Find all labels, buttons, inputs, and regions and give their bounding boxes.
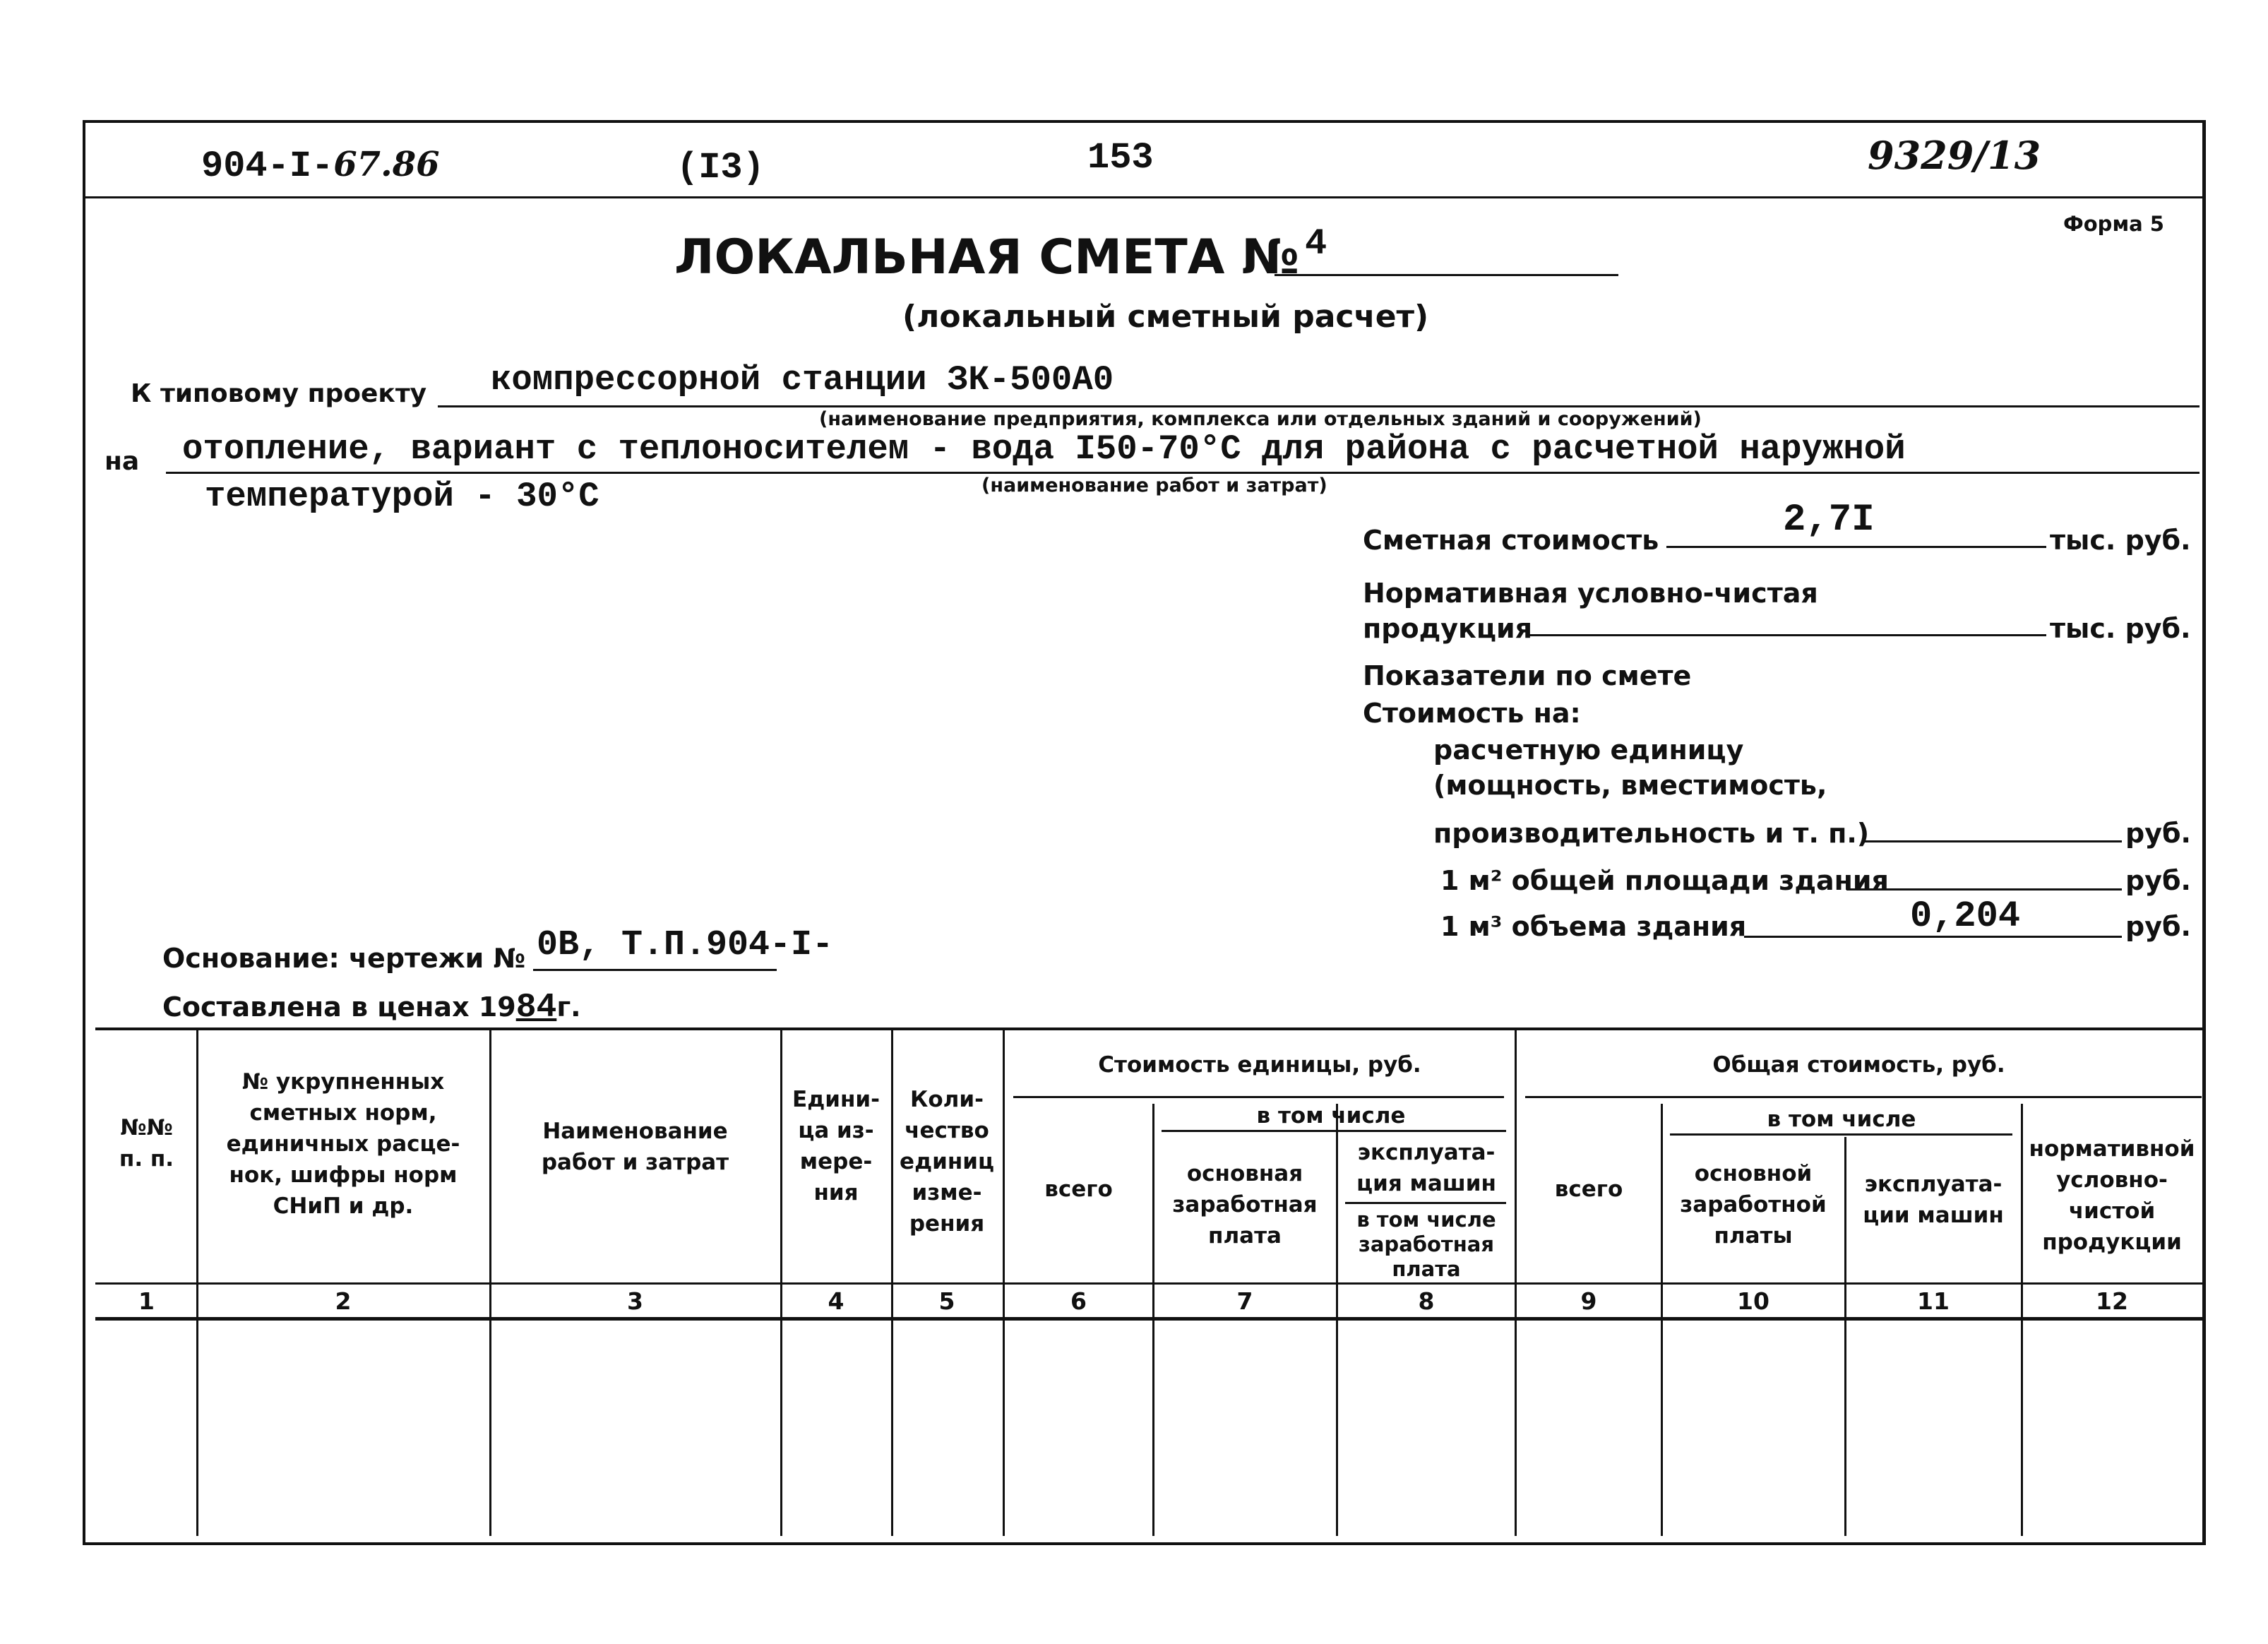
header-including-a: в том числе [1256, 1103, 1406, 1128]
numbers-bottom-rule [95, 1317, 2203, 1321]
works-line-1: отопление, вариант с теплоносителем - вода I50-70°С для района с расчетной наружной [182, 429, 1906, 469]
project-caption: (наименование предприятия, комплекса или отдельных зданий и сооружений) [819, 408, 1702, 430]
prices-label [162, 989, 581, 1027]
project-label: К типовому проекту [131, 379, 427, 408]
header-including-b: в том числе [1767, 1107, 1916, 1132]
col-divider [196, 1028, 198, 1536]
unit-line-2: (мощность, вместимость, [1433, 770, 1827, 801]
column-number: 3 [627, 1287, 643, 1315]
header-number: №№ п. п. [119, 1115, 174, 1172]
c8-split-rule [1345, 1202, 1506, 1204]
col-divider [1515, 1028, 1517, 1536]
works-caption: (наименование работ и затрат) [981, 475, 1327, 496]
header-unit-total: всего [1044, 1177, 1113, 1202]
page-number: 153 [1087, 137, 1154, 179]
document-subtitle: (локальный сметный расчет) [902, 299, 1429, 335]
column-number: 6 [1070, 1287, 1087, 1315]
column-number: 5 [938, 1287, 955, 1315]
column-number: 8 [1418, 1287, 1435, 1315]
total-cost-rule [1525, 1096, 2202, 1098]
estimate-number-line [1275, 274, 1618, 276]
header-quantity: Коли- чество единиц изме- рения [900, 1087, 994, 1237]
works-line-2: температурой - 30°С [205, 477, 599, 516]
net-product-line [1529, 634, 2046, 636]
prices-suffix: г. [556, 991, 581, 1023]
section-number: (I3) [676, 147, 765, 189]
column-number: 7 [1236, 1287, 1253, 1315]
unit-line-3: производительность и т. п.) [1433, 818, 1870, 849]
header-norms: № укрупненных сметных норм, единичных расце- нок, шифры норм СНиП и др. [226, 1069, 460, 1219]
cost-line [1666, 546, 2046, 548]
prices-label-text: Составлена в ценах 19 [162, 991, 516, 1023]
header-unit: Едини- ца из- мере- ния [792, 1087, 880, 1205]
header-unit-machines-wages: в том числе заработная плата [1356, 1208, 1496, 1281]
table-top-rule [95, 1028, 2203, 1030]
volume-rub: руб. [2125, 911, 2191, 942]
cost-unit: тыс. руб. [2050, 525, 2191, 556]
column-number: 1 [138, 1287, 155, 1315]
header-total-all: всего [1554, 1177, 1623, 1202]
column-number: 4 [828, 1287, 844, 1315]
col-divider [489, 1028, 491, 1536]
cost-label: Сметная стоимость [1363, 525, 1659, 556]
unit-line-1: расчетную единицу [1433, 734, 1744, 766]
header-total-wages: основной заработной платы [1680, 1161, 1827, 1249]
area-value-line [1846, 888, 2122, 890]
form-label: Форма 5 [2063, 212, 2164, 236]
col-divider [1003, 1028, 1005, 1536]
unit-rub: руб. [2125, 818, 2191, 849]
col-divider [1844, 1137, 1846, 1536]
header-divider [83, 196, 2203, 198]
project-value: компрессорной станции ЗК-500А0 [491, 360, 1114, 400]
net-product-unit: тыс. руб. [2050, 613, 2191, 644]
basis-label: Основание: чертежи № [162, 943, 526, 974]
basis-value: 0В, Т.П.904-I- [537, 925, 834, 965]
cost-value: 2,7I [1783, 499, 1875, 542]
area-rub: руб. [2125, 865, 2191, 896]
doc-number-printed: 904-I- [201, 145, 334, 187]
works-label: на [105, 447, 140, 476]
inventory-number: 9329/13 [1868, 133, 2041, 178]
cost-per-label: Стоимость на: [1363, 698, 1581, 729]
header-unit-cost: Стоимость единицы, руб. [1098, 1052, 1421, 1078]
volume-value: 0,204 [1910, 895, 2021, 937]
column-number: 11 [1917, 1287, 1950, 1315]
works-line-rule [166, 472, 2200, 474]
volume-label: 1 м³ объема здания [1440, 911, 1747, 942]
document-title: ЛОКАЛЬНАЯ СМЕТА № [674, 230, 1299, 285]
unit-value-line [1864, 840, 2122, 842]
estimate-number: 4 [1305, 223, 1327, 265]
net-product-label-2: продукция [1363, 613, 1533, 644]
doc-number-handwritten: 67.86 [333, 145, 440, 184]
header-total-cost: Общая стоимость, руб. [1712, 1052, 2005, 1078]
net-product-label-1: Нормативная условно-чистая [1363, 578, 1818, 609]
prices-year: 84 [515, 989, 557, 1027]
column-number: 2 [335, 1287, 352, 1315]
header-total-machines: эксплуата- ции машин [1863, 1172, 2004, 1228]
header-work-name: Наименование работ и затрат [541, 1119, 729, 1175]
unit-cost-rule [1013, 1096, 1504, 1098]
column-number: 9 [1580, 1287, 1597, 1315]
area-label: 1 м² общей площади здания [1440, 865, 1889, 896]
header-net-product: нормативной условно- чистой продукции [2029, 1136, 2195, 1255]
column-number: 12 [2096, 1287, 2128, 1315]
header-unit-machines: эксплуата- ция машин [1356, 1140, 1496, 1196]
numbers-top-rule [95, 1282, 2203, 1285]
project-line [438, 405, 2200, 407]
basis-line [533, 969, 777, 971]
volume-value-line [1744, 936, 2122, 938]
column-number: 10 [1737, 1287, 1769, 1315]
indicators-label: Показатели по смете [1363, 660, 1692, 691]
doc-number [201, 145, 440, 187]
header-unit-wages: основная заработная плата [1172, 1161, 1318, 1249]
